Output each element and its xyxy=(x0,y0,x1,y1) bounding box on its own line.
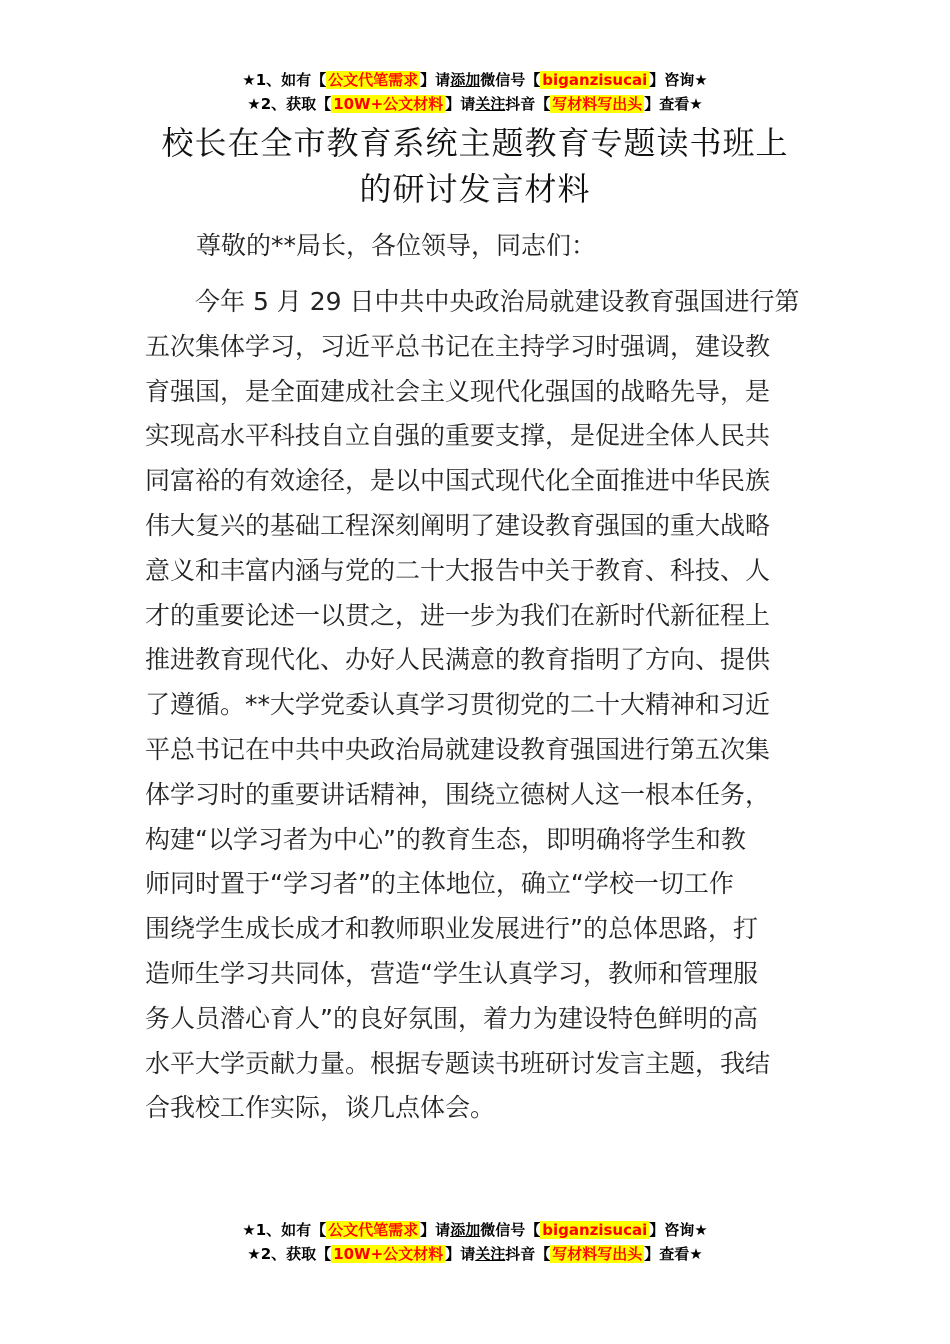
highlight-text: 写材料写出头 xyxy=(552,1245,643,1263)
body-line: 今年 5 月 29 日中共中央政治局就建设教育强国进行第 xyxy=(145,287,800,316)
body-line: 围绕学生成长成才和教师职业发展进行”的总体思路，打 xyxy=(145,914,758,944)
body-line: 体学习时的重要讲话精神，围绕立德树人这一根本任务， xyxy=(145,779,771,809)
body-line: 推进教育现代化、办好人民满意的教育指明了方向、提供 xyxy=(145,645,771,675)
banner-text: 】请 xyxy=(420,1221,451,1239)
underlined-text: 添加 xyxy=(450,71,481,89)
highlight-text: 10W+公文材料 xyxy=(333,95,444,113)
banner-text: 抖音【 xyxy=(505,1245,551,1263)
highlight-text: 10W+公文材料 xyxy=(333,1245,444,1263)
banner-text: 】咨询★ xyxy=(649,1221,708,1239)
body-line: 平总书记在中共中央政治局就建设教育强国进行第五次集 xyxy=(145,734,771,764)
banner-text: 】请 xyxy=(420,71,451,89)
banner-text: 】咨询★ xyxy=(649,71,708,89)
banner-line-1 xyxy=(0,1218,950,1242)
body-line: 构建“以学习者为中心”的教育生态，即明确将学生和教 xyxy=(145,824,746,854)
salutation: 尊敬的**局长，各位领导，同志们： xyxy=(196,231,597,260)
body-line: 造师生学习共同体，营造“学生认真学习，教师和管理服 xyxy=(145,958,758,988)
banner-text: 】请 xyxy=(445,1245,476,1263)
title-line-1: 校长在全市教育系统主题教育专题读书班上 xyxy=(161,124,789,162)
body-line: 了遵循。**大学党委认真学习贯彻党的二十大精神和习近 xyxy=(145,690,771,720)
body-line: 五次集体学习，习近平总书记在主持学习时强调，建设教 xyxy=(145,331,771,361)
body-line: 合我校工作实际，谈几点体会。 xyxy=(145,1093,496,1123)
banner-text: 】请 xyxy=(445,95,476,113)
body-line: 才的重要论述一以贯之，进一步为我们在新时代新征程上 xyxy=(145,600,771,630)
title-line-2: 的研讨发言材料 xyxy=(359,170,591,208)
banner-line-2 xyxy=(0,1242,950,1266)
banner-text: 微信号【 xyxy=(480,1221,541,1239)
banner-text: ★2、获取【 xyxy=(247,1245,332,1263)
bottom-banner xyxy=(0,1218,950,1266)
underlined-text: 添加 xyxy=(450,1221,481,1239)
banner-text: 微信号【 xyxy=(480,71,541,89)
highlight-text: biganzisucai xyxy=(542,71,648,89)
highlight-text: 公文代笔需求 xyxy=(328,1221,419,1239)
banner-line-2 xyxy=(0,92,950,116)
body-line: 同富裕的有效途径，是以中国式现代化全面推进中华民族 xyxy=(145,466,771,496)
underlined-text: 关注 xyxy=(475,95,506,113)
body-line: 伟大复兴的基础工程深刻阐明了建设教育强国的重大战略 xyxy=(145,510,771,540)
banner-text: ★1、如有【 xyxy=(242,1221,327,1239)
banner-text: 】查看★ xyxy=(644,95,703,113)
body-line: 育强国，是全面建成社会主义现代化强国的战略先导，是 xyxy=(145,376,771,406)
banner-text: 抖音【 xyxy=(505,95,551,113)
body-line: 水平大学贡献力量。根据专题读书班研讨发言主题，我结 xyxy=(145,1048,771,1078)
highlight-text: 写材料写出头 xyxy=(552,95,643,113)
document-title xyxy=(140,120,810,212)
banner-line-1 xyxy=(0,68,950,92)
underlined-text: 关注 xyxy=(475,1245,506,1263)
highlight-text: biganzisucai xyxy=(542,1221,648,1239)
body-line: 师同时置于“学习者”的主体地位，确立“学校一切工作 xyxy=(145,869,734,899)
banner-text: ★1、如有【 xyxy=(242,71,327,89)
top-banner xyxy=(0,68,950,116)
banner-text: ★2、获取【 xyxy=(247,95,332,113)
body-line: 实现高水平科技自立自强的重要支撑，是促进全体人民共 xyxy=(145,421,771,451)
banner-text: 】查看★ xyxy=(644,1245,703,1263)
body-line: 意义和丰富内涵与党的二十大报告中关于教育、科技、人 xyxy=(145,555,771,585)
highlight-text: 公文代笔需求 xyxy=(328,71,419,89)
body-line: 务人员潜心育人”的良好氛围，着力为建设特色鲜明的高 xyxy=(145,1003,758,1033)
body-paragraph xyxy=(145,280,810,1131)
